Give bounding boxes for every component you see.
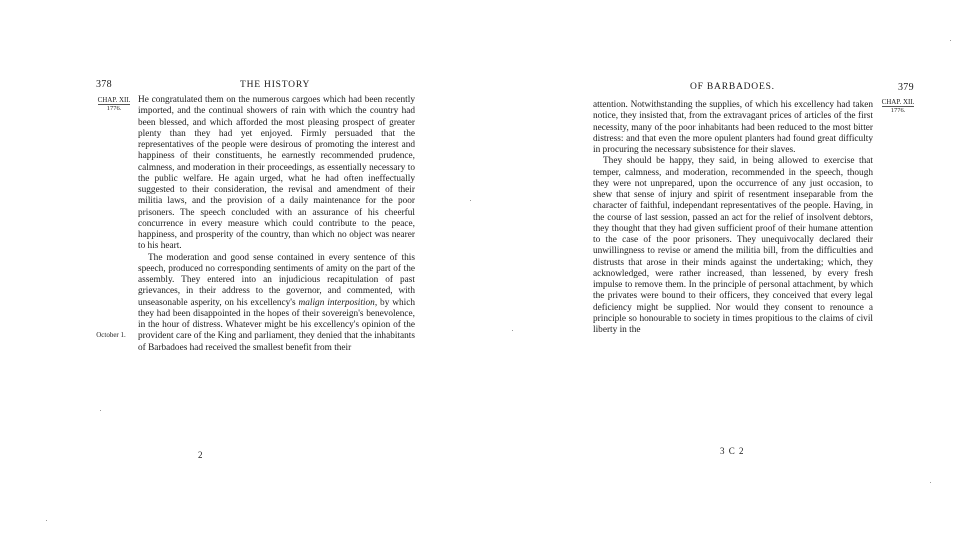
paragraph <box>138 253 415 354</box>
margin-note-chapter <box>875 98 921 115</box>
scan-speck <box>512 330 513 331</box>
body-text <box>593 100 873 336</box>
paragraph: attention. Notwithstanding the supplies, of which his excellency had taken notice, they insisted that, from the extravagant prices of articles of the first necessity, many of the poor inhabitants had been reduced to the most bitter distress: and that even the more opulent planters had found great difficulty in procuring the necessary subsistence for their slaves. <box>593 100 873 155</box>
margin-date: October 1. <box>96 331 126 339</box>
scan-speck <box>100 410 101 411</box>
italic-phrase: malign interposition <box>298 297 375 308</box>
margin-year: 1776. <box>106 105 122 112</box>
page-number: 379 <box>898 82 914 93</box>
scan-speck <box>470 200 471 201</box>
signature-mark: 3 C 2 <box>720 446 745 456</box>
scan-speck <box>930 482 931 483</box>
body-text <box>138 95 415 354</box>
scan-speck <box>950 40 951 41</box>
running-head: THE HISTORY <box>240 80 311 90</box>
margin-chapter: CHAP. XII. <box>881 98 915 106</box>
signature-mark: 2 <box>198 450 204 460</box>
paragraph-text: , by which they had been disappointed in the hopes of their sovereign's benevolence, in the hour of distress. Whatever might be his excellency's opinion of the provident care of the King and parliament, they denied that the inhabitants of Barbadoes had received the smallest benefit from their <box>138 297 416 353</box>
paragraph: He congratulated them on the numerous cargoes which had been recently imported, and the continual showers of rain with which the country had been blessed, and which afforded the most pleasing prospect of greater plenty than they had yet enjoyed. Firmly persuaded that the representatives of the people were desirous of promoting the interest and happiness of their constituents, he earnestly recommended prudence, calmness, and moderation in their proceedings, as essentially necessary to the public welfare. He again urged, what he had often ineffectually suggested to their consideration, the revisal and amendment of their militia laws, and the provision of a daily maintenance for the poor prisoners. The speech concluded with an assurance of his cheerful concurrence in every measure which could contribute to the peace, happiness, and prosperity of the country, than which no object was nearer to his heart. <box>138 95 415 252</box>
page-number: 378 <box>96 79 112 90</box>
paragraph: They should be happy, they said, in being allowed to exercise that temper, calmness, and moderation, recommended in the speech, though they were not unprepared, upon the occurrence of any just occasion, to shew that sense of injury and spirit of resentment inseparable from the character of faithful, independant representatives of the people. Having, in the course of last session, passed an act for the relief of insolvent debtors, they thought that they had given sufficient proof of their humane attention to the case of the poor prisoners. They unequivocally declared their unwillingness to revise or amend the militia bill, from the difficulties and distrusts that arose in their minds against the undertaking; which, they acknowledged, were rather increased, than lessened, by every fresh impulse to remove them. In the principle of personal attachment, by which the privates were bound to their officers, they conceived that every legal deficiency might be supplied. Nor would they consent to renounce a principle so honourable to society in times propitious to the claims of civil liberty in the <box>593 156 873 335</box>
margin-chapter: CHAP. XII. <box>97 96 131 104</box>
paragraph-text: The moderation and good sense contained in every sentence of this speech, produced no corresponding sentiments of amity on the part of the assembly. They entered into an injudicious recapitulation of past grievances, in their address to the governor, and commented, with unseasonable asperity, on his excellency's <box>138 252 415 308</box>
running-head: OF BARBADOES. <box>690 82 775 92</box>
right-page <box>490 0 980 556</box>
margin-note-chapter <box>92 96 136 113</box>
margin-note-date <box>88 331 134 339</box>
scan-speck <box>46 520 47 521</box>
margin-year: 1776. <box>890 107 906 114</box>
